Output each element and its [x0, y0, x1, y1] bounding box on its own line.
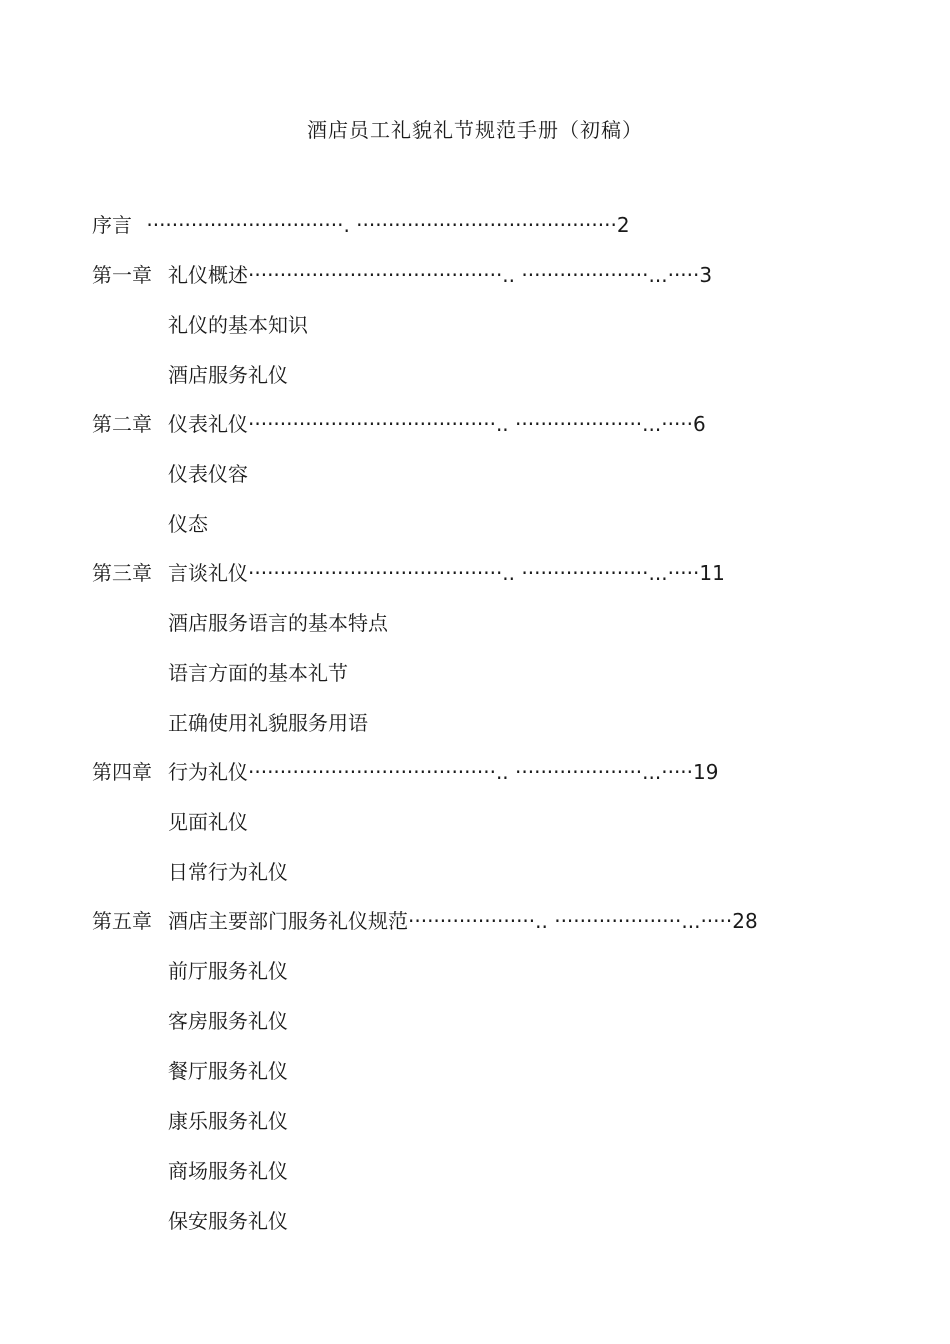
- toc-subentry: 餐厅服务礼仪: [168, 1059, 288, 1083]
- toc-subentry: 日常行为礼仪: [168, 860, 288, 884]
- toc-label: 礼仪概述: [168, 263, 248, 287]
- toc-page-number: 3: [699, 263, 713, 287]
- toc-page-number: 2: [616, 213, 630, 237]
- toc-entry-chapter-5: [92, 906, 758, 936]
- toc-subentry: 正确使用礼貌服务用语: [168, 711, 368, 735]
- toc-label: 仪表礼仪: [168, 412, 248, 436]
- toc-leader: ·······························. ·········································: [146, 213, 617, 237]
- toc-entry-preface: [92, 210, 630, 240]
- toc-leader: ········································.. ····················...·····: [248, 561, 700, 585]
- toc-page-number: 11: [699, 561, 725, 585]
- toc-label: 行为礼仪: [168, 760, 248, 784]
- toc-entry-chapter-1: [92, 260, 712, 290]
- toc-label: 酒店主要部门服务礼仪规范: [168, 909, 408, 933]
- toc-page-number: 28: [732, 909, 758, 933]
- toc-entry-chapter-4: [92, 757, 718, 787]
- toc-subentry: 酒店服务礼仪: [168, 363, 288, 387]
- toc-subentry: 语言方面的基本礼节: [168, 661, 348, 685]
- toc-chapter-number: 第二章: [92, 412, 152, 436]
- toc-entry-chapter-2: [92, 409, 706, 439]
- toc-leader: ····················.. ····················...·····: [408, 909, 733, 933]
- toc-leader: ········································.. ····················...·····: [248, 263, 700, 287]
- toc-chapter-number: 第三章: [92, 561, 152, 585]
- toc-leader: ·······································.. ····················...·····: [248, 412, 694, 436]
- toc-subentry: 仪态: [168, 512, 208, 536]
- toc-entry-chapter-3: [92, 558, 725, 588]
- toc-subentry: 仪表仪容: [168, 462, 248, 486]
- toc-subentry: 见面礼仪: [168, 810, 248, 834]
- toc-chapter-number: 第一章: [92, 263, 152, 287]
- toc-subentry: 礼仪的基本知识: [168, 313, 308, 337]
- toc-subentry: 客房服务礼仪: [168, 1009, 288, 1033]
- toc-leader: ·······································.. ····················...·····: [248, 760, 694, 784]
- toc-page-number: 19: [693, 760, 719, 784]
- toc-subentry: 酒店服务语言的基本特点: [168, 611, 388, 635]
- toc-chapter-number: 第四章: [92, 760, 152, 784]
- toc-chapter-number: 第五章: [92, 909, 152, 933]
- toc-label: 言谈礼仪: [168, 561, 248, 585]
- document-title: 酒店员工礼貌礼节规范手册（初稿）: [307, 118, 643, 142]
- toc-subentry: 康乐服务礼仪: [168, 1109, 288, 1133]
- toc-page-number: 6: [693, 412, 706, 436]
- toc-label: 序言: [92, 213, 132, 237]
- toc-subentry: 商场服务礼仪: [168, 1159, 288, 1183]
- toc-subentry: 保安服务礼仪: [168, 1209, 288, 1233]
- toc-subentry: 前厅服务礼仪: [168, 959, 288, 983]
